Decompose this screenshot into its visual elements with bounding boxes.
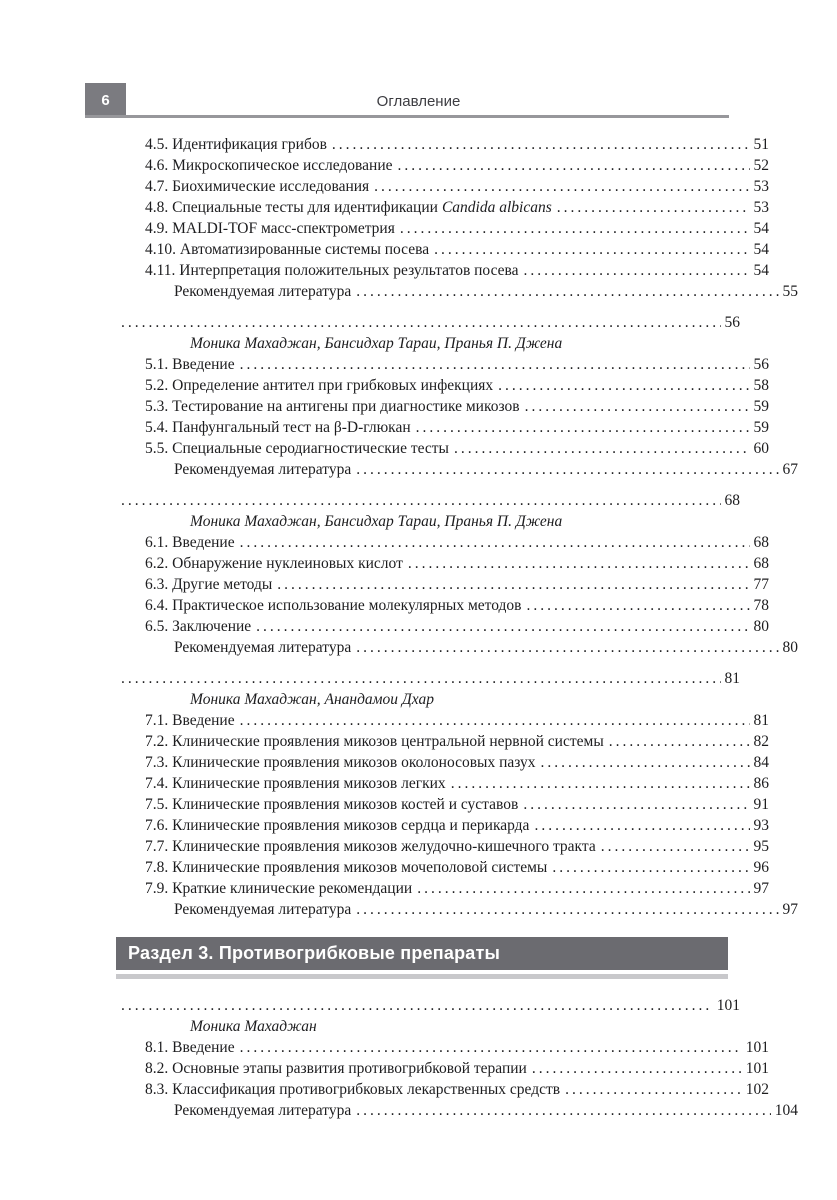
- toc-entry-title: Рекомендуемая литература: [174, 1102, 352, 1119]
- dot-leader: [534, 815, 749, 836]
- toc-entry-title: 7.6. Клинические проявления микозов сердца и перикарда: [145, 817, 530, 834]
- toc-entry: [116, 637, 798, 658]
- toc-entry-page: 96: [753, 859, 769, 876]
- toc-entry-page: 97: [782, 901, 798, 918]
- toc-entry-page: 80: [753, 618, 769, 635]
- toc-entry-title: 7.5. Клинические проявления микозов костей и суставов: [145, 796, 519, 813]
- toc-entry-title: 4.6. Микроскопическое исследование: [145, 157, 393, 174]
- toc-entry-title: 4.8. Специальные тесты для идентификации: [145, 199, 438, 216]
- toc-entry: [116, 574, 769, 595]
- dot-leader: [408, 553, 750, 574]
- toc-entry-label: [145, 773, 446, 794]
- toc-entry: [116, 773, 769, 794]
- toc-entry: [116, 459, 798, 480]
- toc-entry: [116, 176, 769, 197]
- dot-leader: [541, 752, 750, 773]
- toc-entry-label: [145, 836, 596, 857]
- dot-leader: [532, 1058, 742, 1079]
- toc-entry-title: 4.11. Интерпретация положительных результатов посева: [145, 262, 519, 279]
- dot-leader: [400, 218, 750, 239]
- dot-leader: [121, 312, 721, 333]
- toc-entry: [116, 995, 740, 1016]
- toc-entry-title: 5.5. Специальные серодиагностические тесты: [145, 440, 449, 457]
- toc-entry-page: 56: [753, 356, 769, 373]
- toc-entry-title: 4.9. MALDI-TOF масс-спектрометрия: [145, 220, 395, 237]
- toc-entry-title: Рекомендуемая литература: [174, 283, 352, 300]
- dot-leader: [557, 197, 750, 218]
- toc-entry-label: [174, 1100, 351, 1121]
- toc-entry-page: 84: [753, 754, 769, 771]
- toc-entry: [116, 1100, 798, 1121]
- toc-entry-page: 68: [753, 534, 769, 551]
- toc-entry-title: Рекомендуемая литература: [174, 639, 352, 656]
- section-banner-strip: [116, 974, 728, 979]
- toc-entry-title: 4.7. Биохимические исследования: [145, 178, 370, 195]
- dot-leader: [454, 438, 750, 459]
- toc-entry-label: [145, 574, 272, 595]
- toc-entry: [116, 354, 769, 375]
- dot-leader: [240, 1037, 742, 1058]
- dot-leader: [451, 773, 750, 794]
- toc-entry-label: [145, 794, 518, 815]
- dot-leader: [121, 668, 721, 689]
- toc-entry-title: Рекомендуемая литература: [174, 901, 352, 918]
- toc-entry-label: [174, 459, 351, 480]
- chapter-authors: Моника Махаджан: [190, 1018, 317, 1035]
- toc-entry-page: 93: [753, 817, 769, 834]
- running-head-title: Оглавление: [376, 93, 461, 110]
- toc-entry-page: 51: [753, 136, 769, 153]
- chapter-authors: Моника Махаджан, Бансидхар Тараи, Пранья П. Джена: [190, 335, 563, 352]
- toc-entry-page: 97: [753, 880, 769, 897]
- dot-leader: [332, 134, 750, 155]
- toc-entry: [116, 1079, 769, 1100]
- chapter-block: [116, 312, 798, 480]
- toc-block: [116, 134, 798, 302]
- toc-entry-page: 101: [745, 1060, 769, 1077]
- toc-entry-title: 6.3. Другие методы: [145, 576, 273, 593]
- toc-entry: [116, 553, 769, 574]
- toc-entry-title: 8.2. Основные этапы развития противогрибковой терапии: [145, 1060, 527, 1077]
- toc-entry-page: 54: [753, 262, 769, 279]
- toc-entry-page: 58: [753, 377, 769, 394]
- toc-entry-title: 4.10. Автоматизированные системы посева: [145, 241, 430, 258]
- toc-entry: [116, 490, 740, 511]
- toc-entry-label: [145, 595, 521, 616]
- toc-entry-label: [145, 878, 412, 899]
- toc-entry-page: 55: [782, 283, 798, 300]
- dot-leader: [356, 899, 778, 920]
- dot-leader: [601, 836, 750, 857]
- toc-entry-title: 5.3. Тестирование на антигены при диагностике микозов: [145, 398, 520, 415]
- chapter-block: [116, 490, 798, 658]
- toc-entry-page: 101: [745, 1039, 769, 1056]
- toc-entry-label: [145, 815, 529, 836]
- toc-entry-label: [145, 375, 493, 396]
- toc-entry-title: 7.1. Введение: [145, 712, 235, 729]
- toc-entry-page: 101: [716, 997, 740, 1014]
- toc-entry: [116, 857, 769, 878]
- toc-entry-title: 6.4. Практическое использование молекулярных методов: [145, 597, 522, 614]
- toc-entry-title: 5.4. Панфунгальный тест на β-D-глюкан: [145, 419, 411, 436]
- toc-entry: [116, 218, 769, 239]
- toc-entry-label: [145, 1058, 527, 1079]
- toc-entry: [116, 134, 769, 155]
- toc-entry-label: [145, 532, 235, 553]
- toc-entry-title-italic: Candida albicans: [441, 199, 552, 216]
- dot-leader: [498, 375, 749, 396]
- toc-entry-label: [145, 354, 235, 375]
- dot-leader: [416, 417, 750, 438]
- toc-entry: [116, 239, 769, 260]
- toc-entry: [116, 815, 769, 836]
- section-divider: [116, 937, 740, 979]
- toc-entry-page: 68: [753, 555, 769, 572]
- toc-entry-label: [145, 616, 251, 637]
- toc-entry-page: 95: [753, 838, 769, 855]
- toc-entry-page: 86: [753, 775, 769, 792]
- toc-entry-title: 7.9. Краткие клинические рекомендации: [145, 880, 413, 897]
- dot-leader: [356, 281, 778, 302]
- toc-entry-page: 82: [753, 733, 769, 750]
- dot-leader: [356, 459, 778, 480]
- toc-entry-page: 53: [753, 178, 769, 195]
- toc-entry-page: 56: [724, 314, 740, 331]
- dot-leader: [565, 1079, 742, 1100]
- toc-entry-page: 60: [753, 440, 769, 457]
- dot-leader: [240, 354, 750, 375]
- toc-entry-title: 8.1. Введение: [145, 1039, 235, 1056]
- toc-entry-page: 59: [753, 419, 769, 436]
- toc-entry-page: 102: [745, 1081, 769, 1098]
- toc-entry-title: 5.1. Введение: [145, 356, 235, 373]
- toc-entry-label: [145, 553, 403, 574]
- toc-entry: [116, 752, 769, 773]
- toc-entry-page: 77: [753, 576, 769, 593]
- toc-entry-page: 81: [724, 670, 740, 687]
- toc-entry-label: [145, 1037, 235, 1058]
- toc-entry-title: 7.2. Клинические проявления микозов центральной нервной системы: [145, 733, 604, 750]
- toc-entry-label: [145, 731, 604, 752]
- dot-leader: [374, 176, 749, 197]
- dot-leader: [240, 710, 750, 731]
- toc-entry: [116, 668, 740, 689]
- toc-entry-page: 52: [753, 157, 769, 174]
- toc-entry-label: [145, 417, 411, 438]
- toc-entry-title: 6.2. Обнаружение нуклеиновых кислот: [145, 555, 403, 572]
- toc-entry-label: [145, 218, 395, 239]
- chapter-block: [116, 995, 798, 1121]
- dot-leader: [277, 574, 749, 595]
- toc-entry-page: 53: [753, 199, 769, 216]
- toc-entry-title: 6.5. Заключение: [145, 618, 252, 635]
- toc-entry-label: [145, 438, 449, 459]
- toc-entry-page: 67: [782, 461, 798, 478]
- toc-entry-page: 59: [753, 398, 769, 415]
- toc-entry-label: [145, 857, 547, 878]
- toc-entry-label: [145, 396, 520, 417]
- toc-entry-title: 8.3. Классификация противогрибковых лекарственных средств: [145, 1081, 561, 1098]
- section-banner-title: Раздел 3. Противогрибковые препараты: [128, 943, 501, 963]
- toc-entry-title: 7.8. Клинические проявления микозов мочеполовой системы: [145, 859, 548, 876]
- toc-entry: [116, 532, 769, 553]
- toc-entry-page: 54: [753, 241, 769, 258]
- toc-entry: [116, 878, 769, 899]
- toc-entry-label: [174, 281, 351, 302]
- toc-entry-page: 68: [724, 492, 740, 509]
- toc-entry: [116, 281, 798, 302]
- section-banner: [116, 937, 728, 970]
- toc-entry: [116, 260, 769, 281]
- toc-entry-label: [145, 1079, 560, 1100]
- toc-entry-page: 54: [753, 220, 769, 237]
- dot-leader: [609, 731, 750, 752]
- toc-entry: [116, 595, 769, 616]
- toc-entry-label: [145, 752, 536, 773]
- toc-entry: [116, 155, 769, 176]
- toc-entry-title: 7.3. Клинические проявления микозов околоносовых пазух: [145, 754, 536, 771]
- toc-entry: [116, 836, 769, 857]
- dot-leader: [256, 616, 749, 637]
- toc-entry-title: 6.1. Введение: [145, 534, 235, 551]
- toc-entry: [116, 899, 798, 920]
- dot-leader: [240, 532, 750, 553]
- dot-leader: [526, 595, 749, 616]
- toc-entry-page: 80: [782, 639, 798, 656]
- toc-entry-label: [145, 134, 327, 155]
- toc-entry: [116, 731, 769, 752]
- dot-leader: [356, 637, 778, 658]
- toc-entry: [116, 312, 740, 333]
- toc-entry: [116, 794, 769, 815]
- dot-leader: [417, 878, 749, 899]
- toc-entry: [116, 710, 769, 731]
- toc-entry: [116, 438, 769, 459]
- toc-entry: [116, 375, 769, 396]
- toc-entry-title: 7.4. Клинические проявления микозов легких: [145, 775, 446, 792]
- toc-entry-label: [145, 239, 429, 260]
- header-rule: [85, 115, 729, 118]
- toc-entry-page: 78: [753, 597, 769, 614]
- dot-leader: [525, 396, 750, 417]
- dot-leader: [523, 794, 749, 815]
- toc-entry: [116, 197, 769, 218]
- toc-entry-label: [174, 637, 351, 658]
- toc-entry-label: [145, 155, 393, 176]
- toc-entry-title: 5.2. Определение антител при грибковых инфекциях: [145, 377, 494, 394]
- toc-entry-title: Рекомендуемая литература: [174, 461, 352, 478]
- dot-leader: [434, 239, 749, 260]
- toc-entry-page: 104: [774, 1102, 798, 1119]
- dot-leader: [398, 155, 750, 176]
- toc-entry-page: 81: [753, 712, 769, 729]
- dot-leader: [121, 490, 721, 511]
- dot-leader: [121, 995, 713, 1016]
- toc-entry: [116, 1037, 769, 1058]
- dot-leader: [356, 1100, 771, 1121]
- chapter-authors: Моника Махаджан, Анандамои Дхар: [190, 691, 434, 708]
- toc-entry-label: [145, 260, 519, 281]
- chapter-authors: Моника Махаджан, Бансидхар Тараи, Пранья П. Джена: [190, 513, 563, 530]
- toc-entry-title: 4.5. Идентификация грибов: [145, 136, 327, 153]
- dot-leader: [552, 857, 749, 878]
- toc-entry: [116, 1058, 769, 1079]
- toc-entry: [116, 417, 769, 438]
- page-number: 6: [101, 91, 110, 109]
- chapter-block: [116, 668, 798, 920]
- table-of-contents: [116, 134, 798, 1131]
- toc-entry-label: [145, 197, 552, 218]
- toc-entry: [116, 616, 769, 637]
- toc-entry-label: [174, 899, 351, 920]
- toc-entry-label: [145, 710, 235, 731]
- toc-entry-title: 7.7. Клинические проявления микозов желудочно-кишечного тракта: [145, 838, 596, 855]
- toc-entry: [116, 396, 769, 417]
- dot-leader: [524, 260, 750, 281]
- toc-entry-label: [145, 176, 369, 197]
- toc-entry-page: 91: [753, 796, 769, 813]
